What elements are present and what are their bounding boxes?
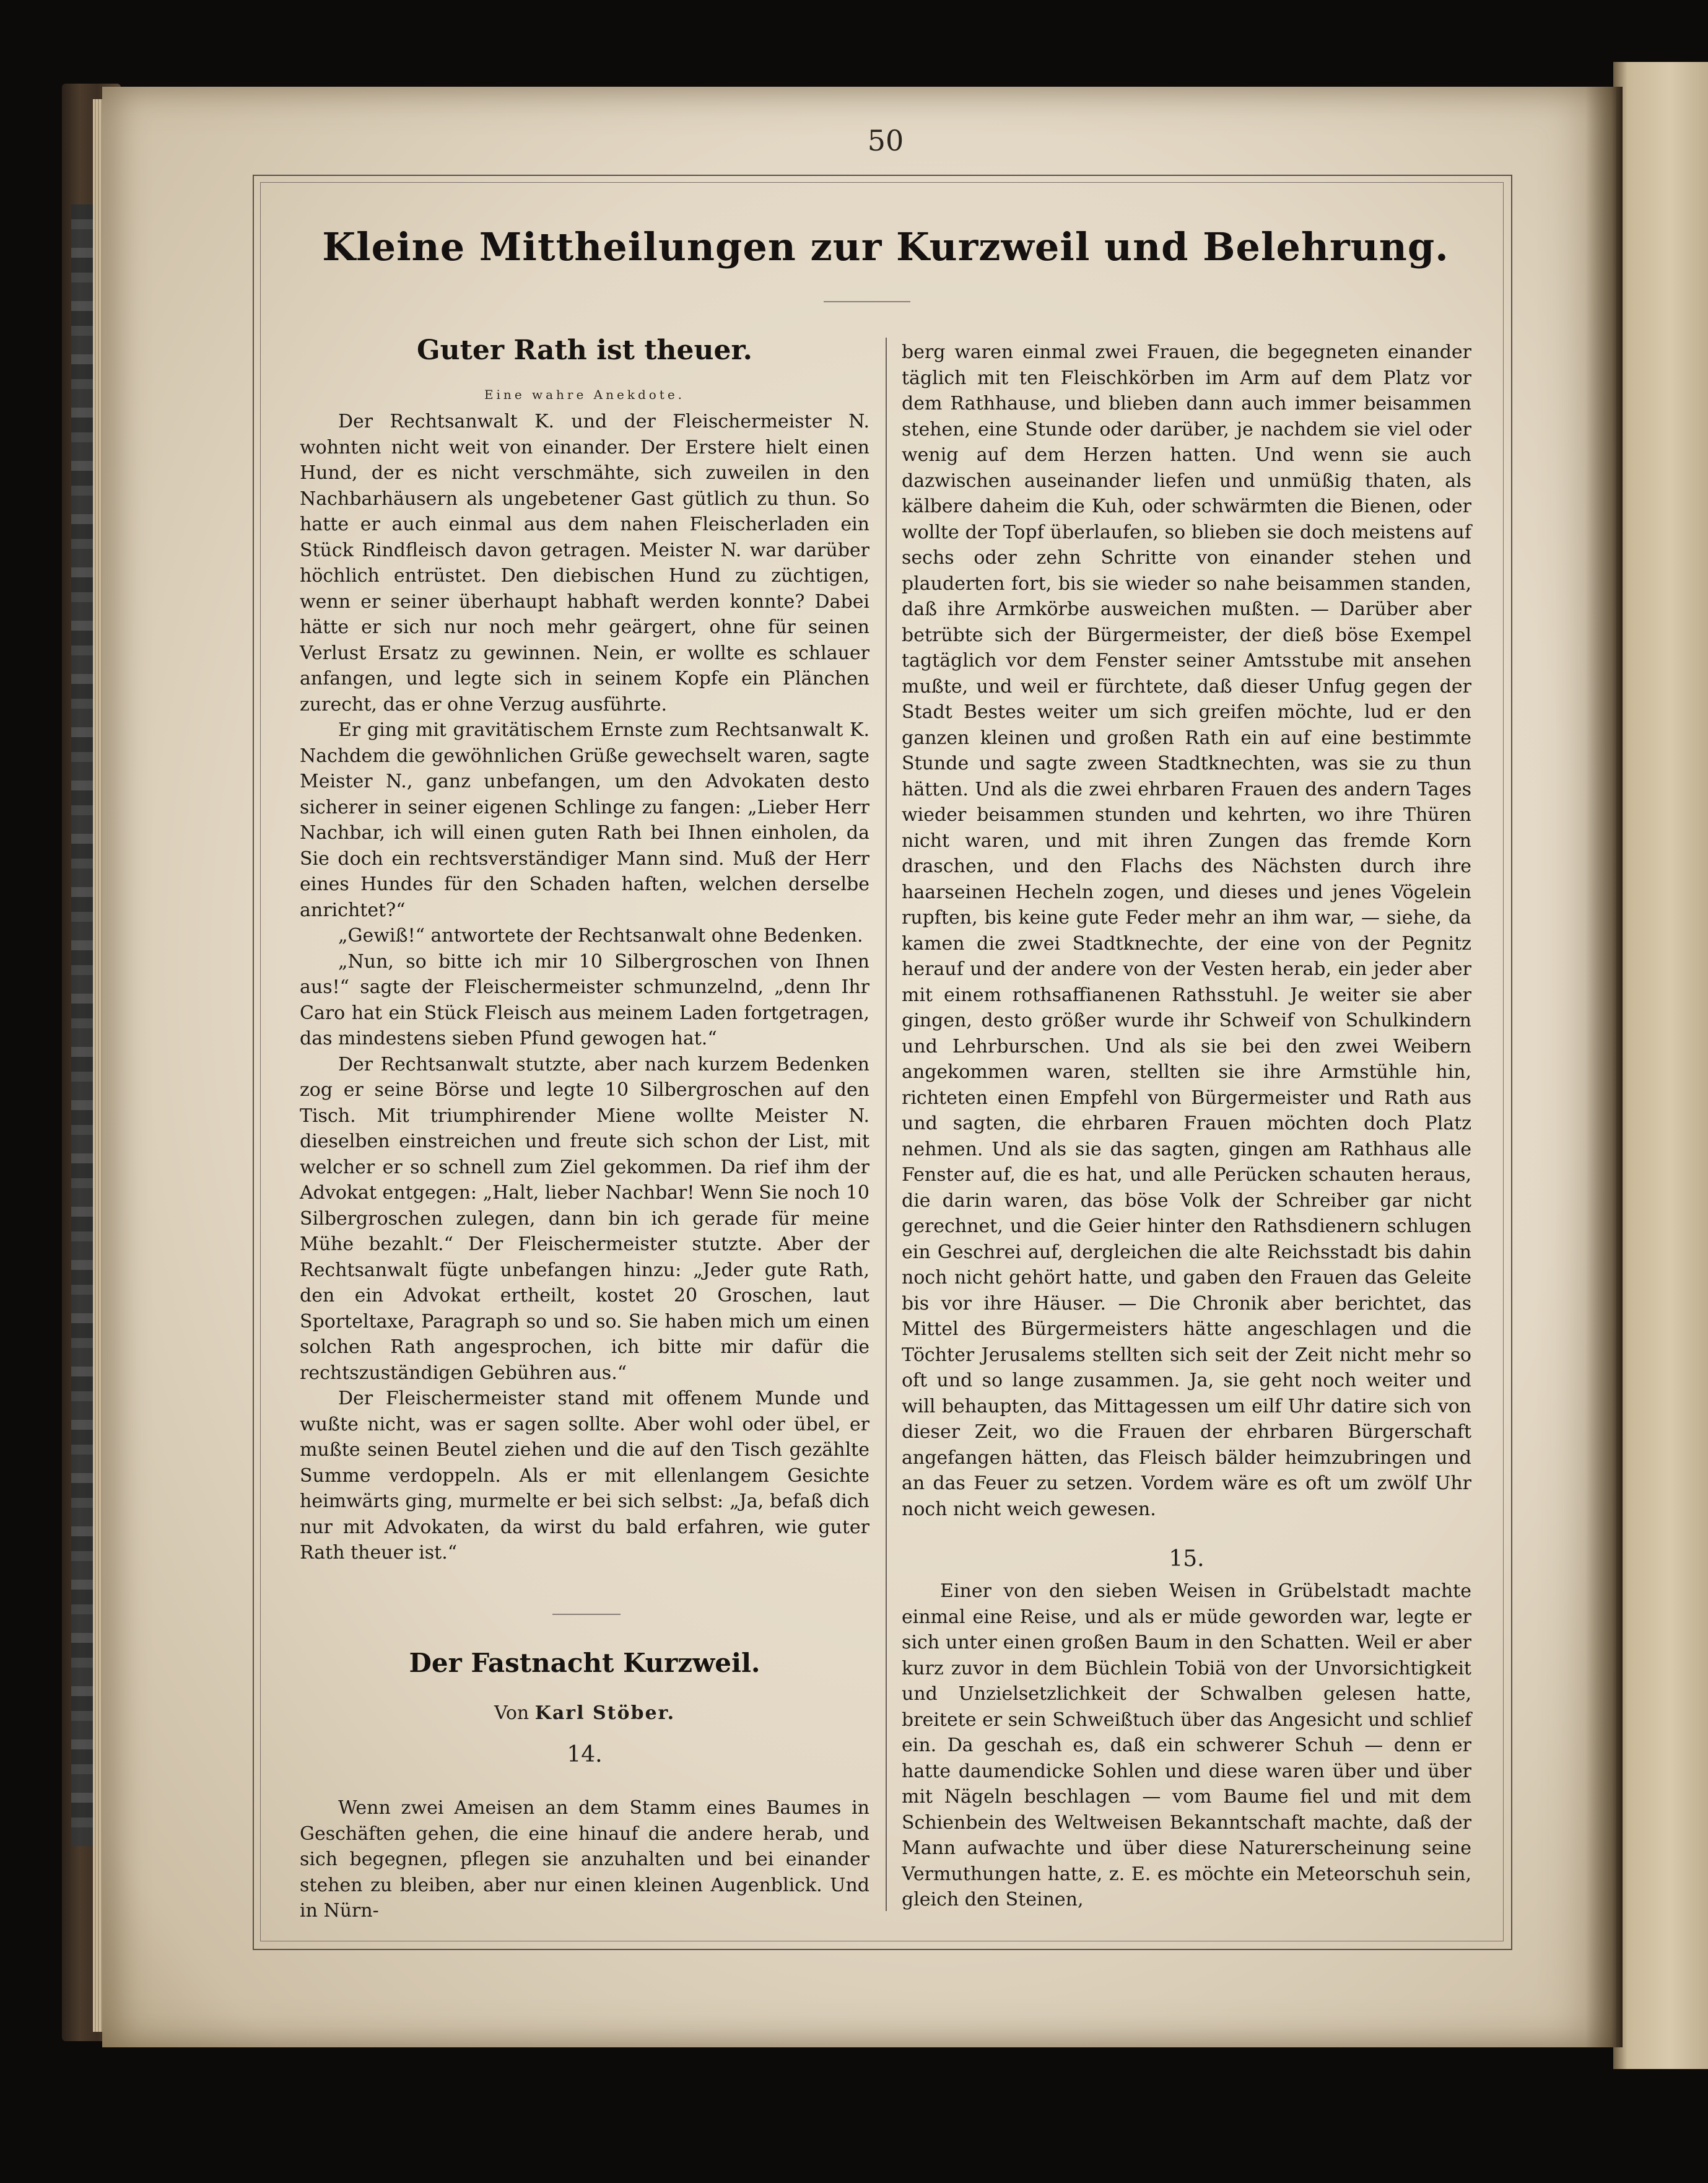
column-divider <box>886 338 887 1911</box>
left-column-article1 <box>300 409 869 1566</box>
paragraph: Der Rechtsanwalt stutzte, aber nach kurzem Bedenken zog er seine Börse und legte 10 Silbergroschen auf den Tisch. Mit triumphirender Miene wollte Meister N. dieselben einstreichen und freute sich schon der List, mit welcher er so schnell zum Ziel gekommen. Da rief ihm der Advokat entgegen: „Halt, lieber Nachbar! Wenn Sie noch 10 Silbergroschen zulegen, dann bin ich gerade für meine Mühe bezahlt.“ Der Fleischermeister stutzte. Aber der Rechtsanwalt fügte unbefangen hinzu: „Jeder gute Rath, den ein Advokat ertheilt, kostet 20 Groschen, laut Sporteltaxe, Paragraph so und so. Sie haben mich um einen solchen Rath angesprochen, ich bitte mir dafür die rechtszuständigen Gebühren aus.“ <box>300 1053 869 1384</box>
page-number: 50 <box>867 124 904 157</box>
article-title-guter-rath: Guter Rath ist theuer. <box>417 335 752 366</box>
paragraph: „Gewiß!“ antwortete der Rechtsanwalt ohne Bedenken. <box>338 925 863 947</box>
page-gutter <box>1585 87 1623 2047</box>
paragraph: Einer von den sieben Weisen in Grübelstadt machte einmal eine Reise, und als er müde geworden war, legte er sich unter einen großen Baum in den Schatten. Weil er aber kurz zuvor in dem Büchlein Tobiä von der Unvorsichtigkeit und Unzielsetzlichkeit der Schwalben gelesen hatte, breitete er sein Schweißtuch über das Angesicht und schlief ein. Da geschah es, daß ein schwerer Schuh — denn er hatte daumendicke Sohlen und diese waren über und über mit Nägeln beschlagen — vom Baume fiel und mit dem Schienbein des Weltweisen Bekanntschaft machte, daß der Mann aufwachte und über diese Naturerscheinung seine Vermuthungen hatte, z. E. es möchte ein Meteorschuh sein, gleich den Steinen, <box>902 1580 1471 1910</box>
article-subtitle: Eine wahre Anekdote. <box>484 387 686 402</box>
left-column-section14 <box>300 1795 869 1924</box>
byline-prefix: Von <box>494 1702 529 1724</box>
page-title: Kleine Mittheilungen zur Kurzweil und Belehrung. <box>322 224 1449 269</box>
paragraph: Er ging mit gravitätischem Ernste zum Rechtsanwalt K. Nachdem die gewöhnlichen Grüße gewechselt waren, sagte Meister N., ganz unbefangen, um den Advokaten desto sicherer in seiner eigenen Schlinge zu fangen: „Lieber Herr Nachbar, ich will einen guten Rath bei Ihnen einholen, da Sie doch ein rechtsverständiger Mann sind. Muß der Herr eines Hundes für den Schaden haften, welchen derselbe anrichtet?“ <box>300 719 869 921</box>
paragraph: Wenn zwei Ameisen an dem Stamm eines Baumes in Geschäften gehen, die eine hinauf die andere herab, und sich begegnen, pflegen sie anzuhalten und bei einander stehen zu bleiben, aber nur einen kleinen Augenblick. Und in Nürn- <box>300 1797 869 1922</box>
section-divider <box>552 1614 621 1615</box>
paragraph: Der Rechtsanwalt K. und der Fleischermeister N. wohnten nicht weit von einander. Der Erstere hielt einen Hund, der es nicht verschmähte, sich zuweilen in den Nachbarhäusern als ungebetener Gast gütlich zu thun. So hatte er auch einmal aus dem nahen Fleischerladen ein Stück Rindfleisch davon getragen. Meister N. war darüber höchlich entrüstet. Den diebischen Hund zu züchtigen, wenn er seiner überhaupt habhaft werden konnte? Dabei hätte er sich nur noch mehr geärgert, ohne für seinen Verlust Ersatz zu gewinnen. Nein, er wollte es schlauer anfangen, und legte sich in seinem Kopfe ein Plänchen zurecht, das er ohne Verzug ausführte. <box>300 411 869 715</box>
right-column-section14 <box>902 339 1471 1522</box>
facing-page-edge <box>1613 62 1708 2069</box>
paragraph: „Nun, so bitte ich mir 10 Silbergroschen von Ihnen aus!“ sagte der Fleischermeister schmunzelnd, „denn Ihr Caro hat ein Stück Fleisch aus meinem Laden fortgetragen, das mindestens sieben Pfund gewogen hat.“ <box>300 950 869 1049</box>
right-column-section15 <box>902 1578 1471 1913</box>
byline-author: Karl Stöber. <box>534 1702 676 1724</box>
section-number-14: 14. <box>567 1742 603 1767</box>
article-title-fastnacht: Der Fastnacht Kurzweil. <box>409 1648 760 1678</box>
marbled-cover-edge <box>71 204 96 1846</box>
paragraph: Der Fleischermeister stand mit offenem Munde und wußte nicht, was er sagen sollte. Aber wohl oder übel, er mußte seinen Beutel ziehen und die auf den Tisch gezählte Summe verdoppeln. Als er mit ellenlangem Gesichte heimwärts ging, murmelte er bei sich selbst: „Ja, befaß dich nur mit Advokaten, da wirst du bald erfahren, wie guter Rath theuer ist.“ <box>300 1388 869 1564</box>
byline <box>300 1702 869 1724</box>
paragraph: berg waren einmal zwei Frauen, die begegneten einander täglich mit ten Fleischkörben im Arm auf dem Platz vor dem Rathhause, und blieben dann auch immer beisammen stehen, eine Stunde oder darüber, je nachdem sie viel oder wenig auf dem Herzen hatten. Und wenn sie auch dazwischen auseinander liefen und unmüßig thaten, als kälbere daheim die Kuh, oder schwärmten die Bienen, oder wollte der Topf überlaufen, so blieben sie doch meistens auf sechs oder zehn Schritte von einander stehen und plauderten fort, bis sie wieder so nahe beisammen standen, daß ihre Armkörbe ausweichen mußten. — Darüber aber betrübte sich der Bürgermeister, der dieß böse Exempel tagtäglich vor dem Fenster seiner Amtsstube mit ansehen mußte, und weil er fürchtete, daß dieser Unfug gegen der Stadt Bestes weiter um sich greifen möchte, lud er den ganzen kleinen und großen Rath ein auf eine bestimmte Stunde und sagte zween Stadtknechten, was sie zu thun hätten. Und als die zwei ehrbaren Frauen des andern Tages wieder beisammen stunden und kehrten, wo ihre Thüren nicht waren, und mit ihren Zungen das fremde Korn draschen, und den Flachs des Nächsten durch ihre haarseinen Hecheln zogen, und dieses und jenes Vögelein rupften, bis keine gute Feder mehr an ihm war, — siehe, da kamen die zwei Stadtknechte, der eine von der Pegnitz herauf und der andere von der Vesten herab, ein jeder aber mit einem rothsaffianenen Rathsstuhl. Je weiter sie aber gingen, desto größer wurde ihr Schweif von Schulkindern und Lehrburschen. Und als sie bei den zwei Weibern angekommen waren, stellten sie ihre Armstühle hin, richteten einen Empfehl von Bürgermeister und Rath aus und sagten, die ehrbaren Frauen möchten doch Platz nehmen. Und als sie das sagten, gingen am Rathhaus alle Fenster auf, die es hat, und alle Perücken schauten heraus, die darin waren, das böse Volk der Schreiber gar nicht gerechnet, und die Geier hinter den Rathsdienern schlugen ein Geschrei auf, dergleichen die alte Reichsstadt bis dahin noch nicht gehört hatte, und gaben den Frauen das Geleite bis vor ihre Häuser. — Die Chronik aber berichtet, das Mittel des Bürgermeisters hätte angeschlagen und die Töchter Jerusalems stellten sich seit der Zeit nicht mehr so oft und so lange zusammen. Ja, sie geht noch weiter und will behaupten, das Mittagessen um eilf Uhr datire sich von dieser Zeit, wo die Frauen der ehrbaren Bürgerschaft angefangen hätten, das Fleisch bälder heimzubringen und an das Feuer zu setzen. Vordem wäre es oft um zwölf Uhr noch nicht weich gewesen. <box>902 341 1471 1520</box>
title-divider <box>824 301 910 302</box>
section-number-15: 15. <box>1169 1546 1205 1572</box>
